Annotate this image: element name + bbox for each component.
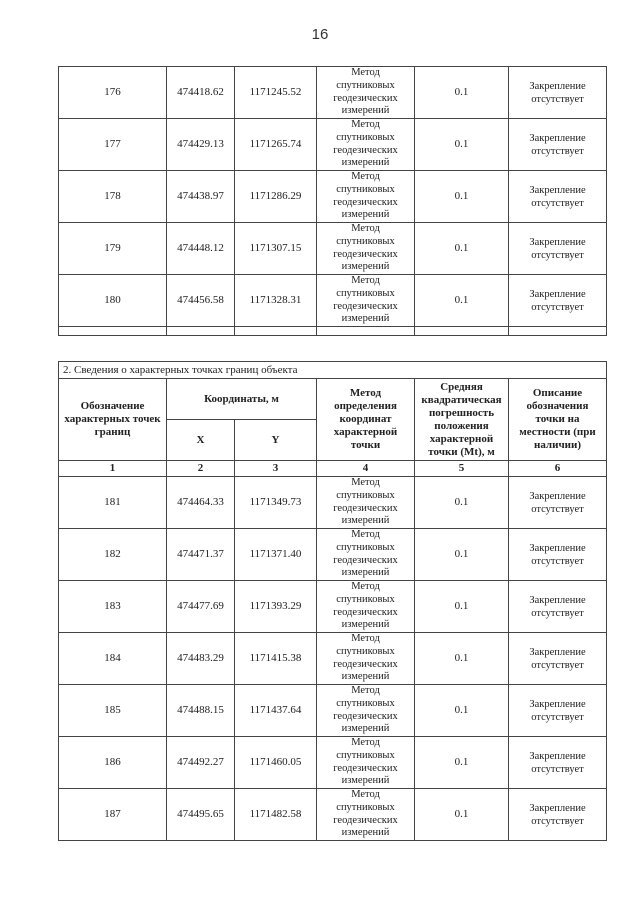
method-line: спутниковых (336, 541, 395, 553)
table-caption: 2. Сведения о характерных точках границ объекта (59, 362, 607, 379)
column-number: 6 (509, 461, 607, 477)
header-method-line: определения (334, 400, 397, 412)
method-line: Метод (351, 171, 380, 183)
boundary-points-table (58, 361, 607, 841)
coordinate-x: 474483.29 (167, 633, 235, 685)
coordinate-x: 474418.62 (167, 67, 235, 119)
method-line: измерений (341, 671, 390, 683)
method-line: геодезических (333, 92, 398, 104)
table-row (59, 67, 607, 119)
method-cell (317, 275, 415, 327)
header-method-line: характерной (333, 426, 398, 438)
table-end-row (59, 327, 607, 336)
method-line: геодезических (333, 554, 398, 566)
description-cell (509, 275, 607, 327)
method-cell (317, 685, 415, 737)
method-line: измерений (341, 209, 390, 221)
method-cell (317, 67, 415, 119)
method-line: спутниковых (336, 79, 395, 91)
header-description-line: обозначения (526, 400, 589, 412)
point-number: 178 (59, 171, 167, 223)
method-cell (317, 223, 415, 275)
method-line: геодезических (333, 248, 398, 260)
header-description (509, 379, 607, 461)
method-line: геодезических (333, 658, 398, 670)
method-line: Метод (351, 223, 380, 235)
method-line: Метод (351, 789, 380, 801)
table-body (59, 67, 607, 336)
empty-cell (235, 327, 317, 336)
description-cell (509, 737, 607, 789)
method-line: геодезических (333, 814, 398, 826)
empty-cell (415, 327, 509, 336)
method-line: спутниковых (336, 131, 395, 143)
description-line: отсутствует (531, 301, 584, 313)
point-number: 180 (59, 275, 167, 327)
method-line: спутниковых (336, 749, 395, 761)
description-line: Закрепление (529, 288, 586, 300)
description-line: Закрепление (529, 542, 586, 554)
coordinates-table-continued (58, 66, 607, 336)
method-line: спутниковых (336, 235, 395, 247)
description-line: Закрепление (529, 802, 586, 814)
method-cell (317, 119, 415, 171)
header-description-line: наличии) (534, 439, 581, 451)
point-number: 179 (59, 223, 167, 275)
coordinate-y: 1171265.74 (235, 119, 317, 171)
header-designation-line: характерных точек (64, 413, 161, 425)
coordinate-y: 1171393.29 (235, 581, 317, 633)
method-cell (317, 171, 415, 223)
point-number: 181 (59, 477, 167, 529)
point-number: 186 (59, 737, 167, 789)
coordinate-x: 474456.58 (167, 275, 235, 327)
page-number: 16 (311, 26, 329, 43)
precision-value: 0.1 (415, 171, 509, 223)
table-row (59, 685, 607, 737)
coordinate-x: 474495.65 (167, 789, 235, 841)
method-line: спутниковых (336, 489, 395, 501)
description-cell (509, 529, 607, 581)
method-line: геодезических (333, 606, 398, 618)
header-method-line: точки (350, 439, 381, 451)
description-cell (509, 119, 607, 171)
header-designation (59, 379, 167, 461)
header-method (317, 379, 415, 461)
description-line: Закрепление (529, 236, 586, 248)
precision-value: 0.1 (415, 581, 509, 633)
empty-cell (509, 327, 607, 336)
method-line: измерений (341, 775, 390, 787)
method-line: Метод (351, 581, 380, 593)
precision-value: 0.1 (415, 119, 509, 171)
method-cell (317, 633, 415, 685)
method-line: измерений (341, 827, 390, 839)
header-method-line: координат (339, 413, 392, 425)
precision-value: 0.1 (415, 633, 509, 685)
column-number: 2 (167, 461, 235, 477)
description-line: отсутствует (531, 93, 584, 105)
point-number: 187 (59, 789, 167, 841)
coordinate-y: 1171307.15 (235, 223, 317, 275)
column-number: 4 (317, 461, 415, 477)
description-cell (509, 789, 607, 841)
method-line: геодезических (333, 762, 398, 774)
description-cell (509, 633, 607, 685)
table-row (59, 119, 607, 171)
header-precision-line: погрешность (428, 406, 495, 419)
header-precision-line: точки (Mt), м (428, 445, 495, 458)
coordinate-y: 1171460.05 (235, 737, 317, 789)
description-line: Закрепление (529, 490, 586, 502)
coordinate-y: 1171371.40 (235, 529, 317, 581)
header-coordinates: Координаты, м (167, 379, 317, 420)
column-number: 5 (415, 461, 509, 477)
method-line: измерений (341, 567, 390, 579)
description-line: Закрепление (529, 184, 586, 196)
description-line: отсутствует (531, 197, 584, 209)
precision-value: 0.1 (415, 685, 509, 737)
method-line: измерений (341, 157, 390, 169)
description-line: отсутствует (531, 555, 584, 567)
method-cell (317, 529, 415, 581)
point-number: 177 (59, 119, 167, 171)
coordinate-y: 1171349.73 (235, 477, 317, 529)
coordinate-x: 474471.37 (167, 529, 235, 581)
method-cell (317, 737, 415, 789)
header-description-line: местности (при (519, 426, 596, 438)
header-method-line: Метод (349, 387, 382, 399)
table-row (59, 477, 607, 529)
coordinate-x: 474448.12 (167, 223, 235, 275)
method-line: геодезических (333, 300, 398, 312)
method-line: измерений (341, 261, 390, 273)
precision-value: 0.1 (415, 529, 509, 581)
table-row (59, 581, 607, 633)
description-line: Закрепление (529, 80, 586, 92)
description-line: отсутствует (531, 815, 584, 827)
precision-value: 0.1 (415, 477, 509, 529)
method-line: геодезических (333, 710, 398, 722)
method-line: спутниковых (336, 593, 395, 605)
method-line: спутниковых (336, 287, 395, 299)
method-line: спутниковых (336, 183, 395, 195)
description-line: отсутствует (531, 503, 584, 515)
description-cell (509, 581, 607, 633)
method-cell (317, 581, 415, 633)
point-number: 185 (59, 685, 167, 737)
description-cell (509, 67, 607, 119)
description-cell (509, 477, 607, 529)
table-row (59, 529, 607, 581)
method-line: Метод (351, 529, 380, 541)
method-line: измерений (341, 105, 390, 117)
method-line: Метод (351, 67, 380, 79)
table-row (59, 171, 607, 223)
coordinate-x: 474438.97 (167, 171, 235, 223)
description-cell (509, 223, 607, 275)
method-line: измерений (341, 515, 390, 527)
description-line: Закрепление (529, 646, 586, 658)
header-description-line: точки на (535, 413, 580, 425)
method-line: измерений (341, 723, 390, 735)
method-line: спутниковых (336, 697, 395, 709)
coordinate-y: 1171482.58 (235, 789, 317, 841)
table-row (59, 275, 607, 327)
method-line: геодезических (333, 502, 398, 514)
table-row (59, 223, 607, 275)
method-line: Метод (351, 275, 380, 287)
table-row (59, 789, 607, 841)
table-row (59, 737, 607, 789)
precision-value: 0.1 (415, 275, 509, 327)
method-line: спутниковых (336, 801, 395, 813)
method-cell (317, 477, 415, 529)
point-number: 183 (59, 581, 167, 633)
coordinate-y: 1171415.38 (235, 633, 317, 685)
column-number: 3 (235, 461, 317, 477)
point-number: 182 (59, 529, 167, 581)
description-line: отсутствует (531, 659, 584, 671)
empty-cell (59, 327, 167, 336)
description-line: отсутствует (531, 607, 584, 619)
method-line: Метод (351, 685, 380, 697)
empty-cell (167, 327, 235, 336)
method-line: измерений (341, 313, 390, 325)
header-precision (415, 379, 509, 461)
method-line: спутниковых (336, 645, 395, 657)
method-cell (317, 789, 415, 841)
coordinate-x: 474488.15 (167, 685, 235, 737)
header-precision-line: характерной (429, 432, 494, 445)
coordinate-x: 474492.27 (167, 737, 235, 789)
header-precision-line: квадратическая (421, 393, 502, 406)
description-line: Закрепление (529, 698, 586, 710)
description-line: отсутствует (531, 145, 584, 157)
header-designation-line: Обозначение (80, 400, 145, 412)
empty-cell (317, 327, 415, 336)
precision-value: 0.1 (415, 67, 509, 119)
method-line: измерений (341, 619, 390, 631)
description-line: отсутствует (531, 763, 584, 775)
coordinate-y: 1171437.64 (235, 685, 317, 737)
method-line: Метод (351, 633, 380, 645)
description-line: отсутствует (531, 711, 584, 723)
point-number: 176 (59, 67, 167, 119)
header-x: X (167, 420, 235, 461)
description-cell (509, 171, 607, 223)
header-description-line: Описание (532, 387, 583, 399)
header-designation-line: границ (94, 426, 131, 438)
coordinate-y: 1171286.29 (235, 171, 317, 223)
coordinate-x: 474429.13 (167, 119, 235, 171)
coordinate-y: 1171328.31 (235, 275, 317, 327)
precision-value: 0.1 (415, 223, 509, 275)
description-line: Закрепление (529, 750, 586, 762)
method-line: геодезических (333, 144, 398, 156)
table-row (59, 633, 607, 685)
coordinate-y: 1171245.52 (235, 67, 317, 119)
method-line: геодезических (333, 196, 398, 208)
precision-value: 0.1 (415, 737, 509, 789)
table-body (59, 477, 607, 841)
method-line: Метод (351, 119, 380, 131)
coordinate-x: 474477.69 (167, 581, 235, 633)
method-line: Метод (351, 477, 380, 489)
coordinate-x: 474464.33 (167, 477, 235, 529)
column-number: 1 (59, 461, 167, 477)
precision-value: 0.1 (415, 789, 509, 841)
description-line: Закрепление (529, 132, 586, 144)
description-cell (509, 685, 607, 737)
method-line: Метод (351, 737, 380, 749)
header-precision-line: Средняя (440, 380, 483, 393)
description-line: Закрепление (529, 594, 586, 606)
header-y: Y (235, 420, 317, 461)
point-number: 184 (59, 633, 167, 685)
header-precision-line: положения (434, 419, 489, 432)
description-line: отсутствует (531, 249, 584, 261)
